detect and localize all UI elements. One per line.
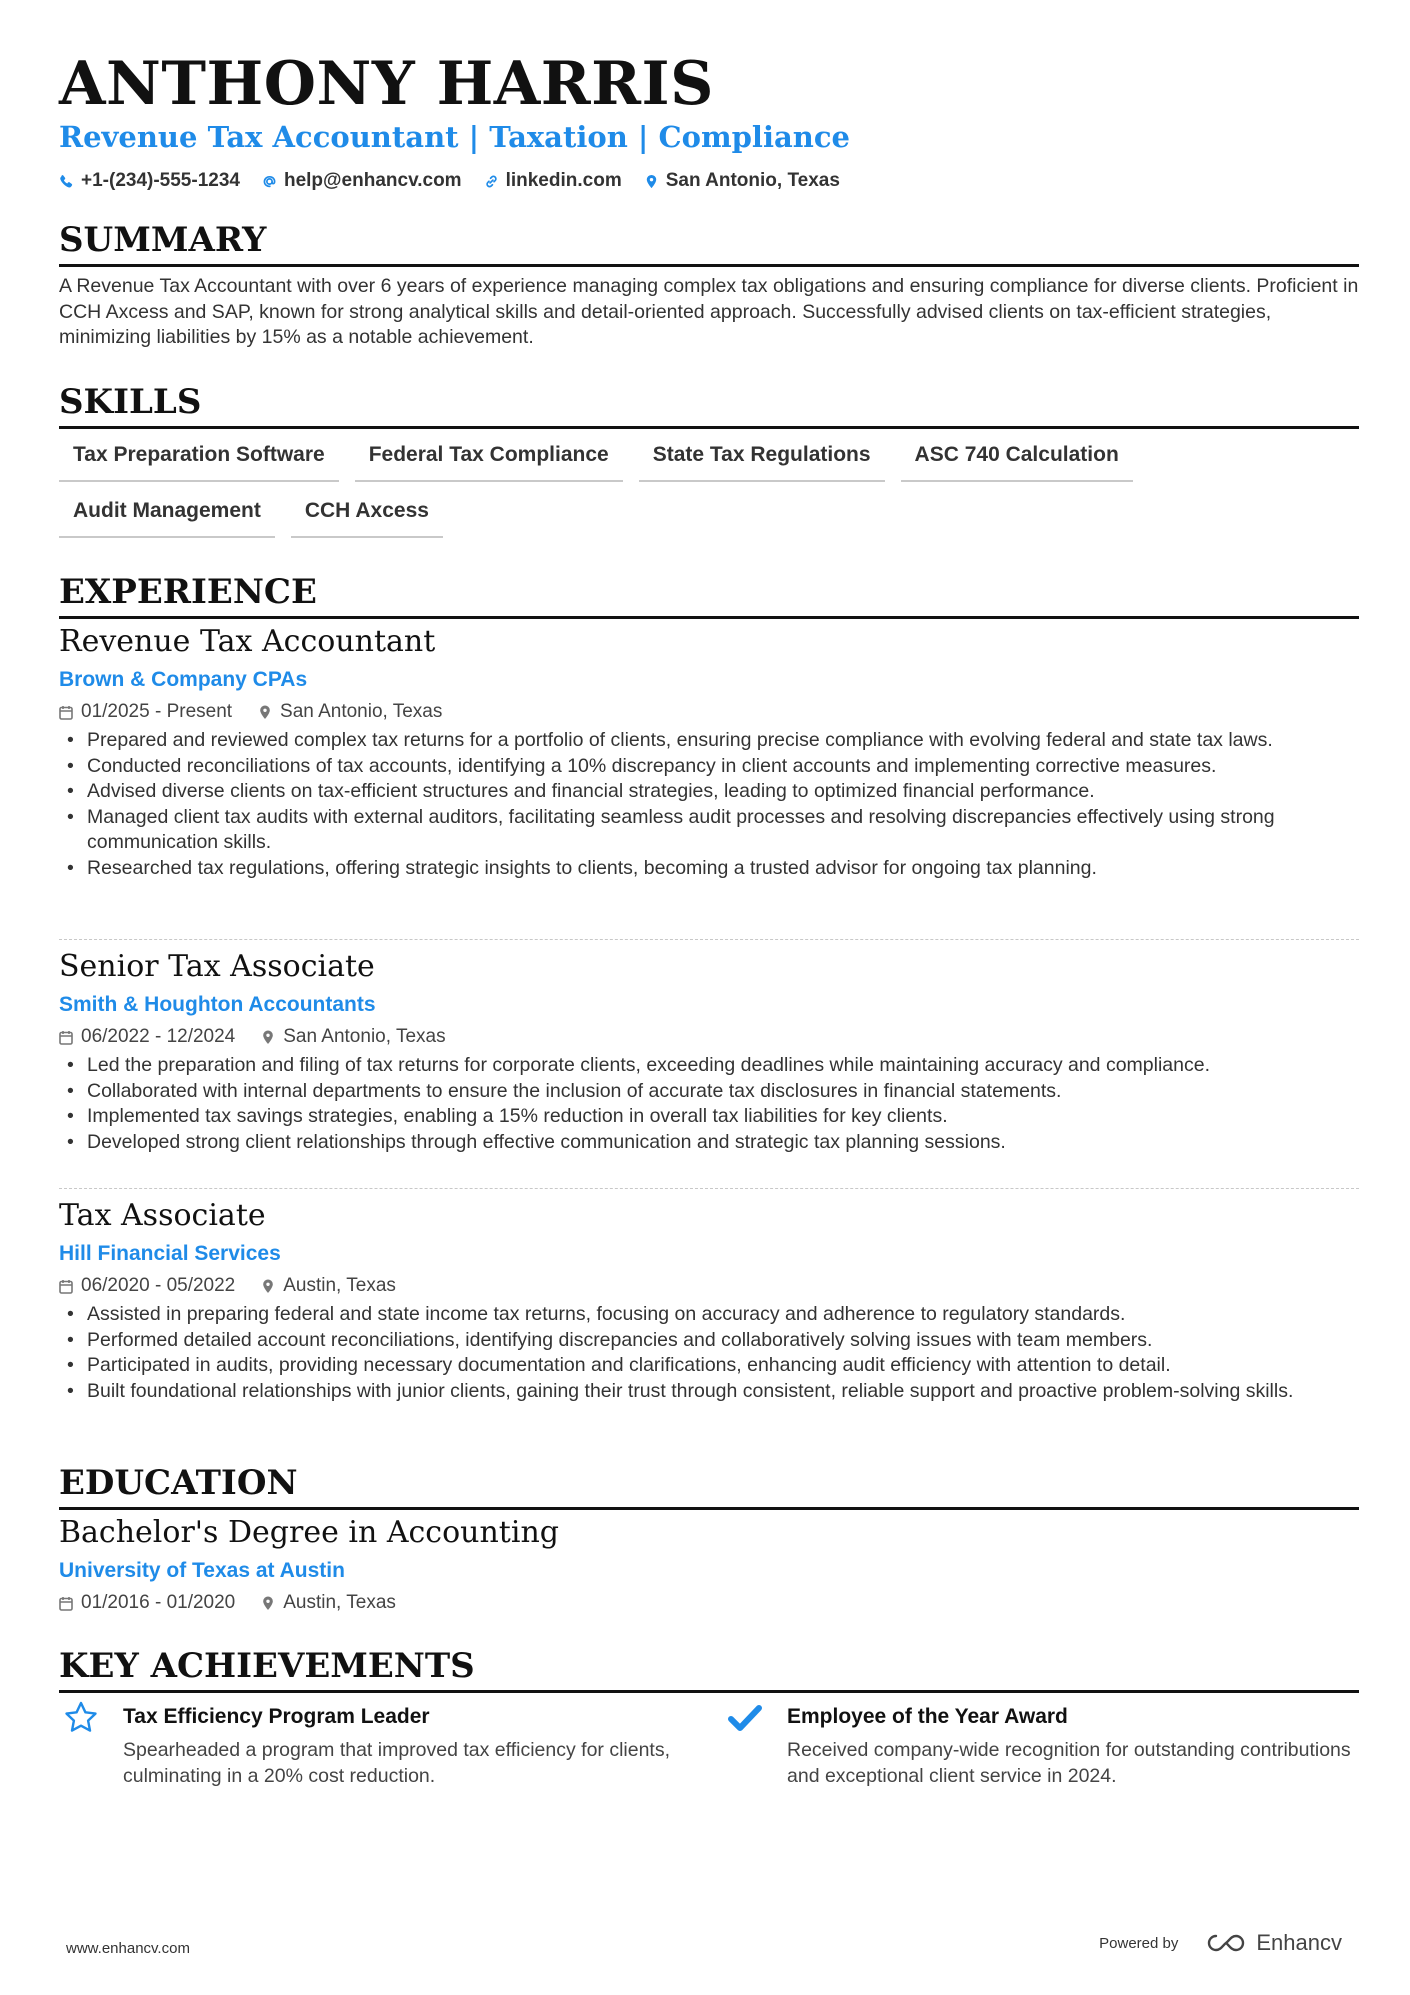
education-location: Austin, Texas — [283, 1592, 396, 1613]
education-meta — [59, 1590, 396, 1616]
list-item: • Performed detailed account reconciliations, identifying discrepancies and collaboratively solving issues with team members. — [59, 1328, 1359, 1354]
location-icon — [261, 1596, 275, 1611]
brand-name: Enhancv — [1256, 1930, 1342, 1955]
company-name[interactable]: Brown & Company CPAs — [59, 668, 308, 691]
footer-website[interactable]: www.enhancv.com — [66, 1940, 190, 1957]
education-dates: 01/2016 - 01/2020 — [81, 1592, 236, 1613]
skill-tag: ASC 740 Calculation — [901, 440, 1133, 482]
job-meta — [59, 1024, 446, 1050]
contact-phone-text: +1-(234)-555-1234 — [81, 170, 240, 191]
degree-title: Bachelor's Degree in Accounting — [59, 1515, 559, 1550]
brand-logo[interactable] — [1204, 1930, 1342, 1956]
contact-location-text: San Antonio, Texas — [665, 170, 840, 191]
skill-tag: Federal Tax Compliance — [355, 440, 623, 482]
job-bullets — [59, 1053, 1359, 1155]
skills-list — [59, 440, 1359, 538]
candidate-title: Revenue Tax Accountant | Taxation | Compliance — [59, 120, 850, 154]
job-bullets — [59, 1302, 1359, 1404]
skill-tag: Tax Preparation Software — [59, 440, 339, 482]
job-meta — [59, 699, 442, 725]
phone-icon — [59, 174, 74, 189]
powered-by-label: Powered by — [1099, 1934, 1179, 1952]
contact-email[interactable] — [262, 168, 462, 194]
education-heading: EDUCATION — [59, 1461, 1359, 1510]
company-name[interactable]: Hill Financial Services — [59, 1242, 281, 1265]
job-title: Tax Associate — [59, 1198, 266, 1233]
location-icon — [261, 1279, 275, 1294]
list-item: • Developed strong client relationships through effective communication and strategic tax planning sessions. — [59, 1130, 1359, 1156]
footer-powered — [1099, 1930, 1342, 1956]
skills-heading: SKILLS — [59, 380, 1359, 429]
list-item: • Assisted in preparing federal and state income tax returns, focusing on accuracy and adherence to regulatory standards. — [59, 1302, 1359, 1328]
job-title: Senior Tax Associate — [59, 949, 375, 984]
contact-email-text: help@enhancv.com — [283, 170, 462, 191]
job-dates: 06/2022 - 12/2024 — [81, 1026, 236, 1047]
contact-linkedin[interactable] — [484, 168, 622, 194]
checkmark-icon — [727, 1700, 763, 1736]
summary-text: A Revenue Tax Accountant with over 6 years of experience managing complex tax obligations and ensuring compliance for diverse clients. Proficient in CCH Axcess and SAP, known for strong analytical skills and detail-oriented approach. Successfully advised clients on tax-efficient strategies, minimizing liabilities by 15% as a notable achievement. — [59, 275, 1359, 348]
calendar-icon — [59, 1279, 73, 1294]
job-divider — [59, 939, 1359, 940]
list-item: • Built foundational relationships with junior clients, gaining their trust through consistent, reliable support and proactive problem-solving skills. — [59, 1379, 1359, 1405]
skill-tag: State Tax Regulations — [639, 440, 885, 482]
contact-linkedin-text: linkedin.com — [505, 170, 622, 191]
location-icon — [261, 1030, 275, 1045]
achievements-heading: KEY ACHIEVEMENTS — [59, 1644, 1359, 1693]
job-location: San Antonio, Texas — [280, 701, 443, 722]
job-dates: 01/2025 - Present — [81, 701, 233, 722]
list-item: • Collaborated with internal departments to ensure the inclusion of accurate tax disclosures in financial statements. — [59, 1079, 1359, 1105]
list-item: • Managed client tax audits with external auditors, facilitating seamless audit processes and resolving discrepancies effectively using strong communication skills. — [59, 805, 1359, 856]
location-icon — [644, 174, 659, 189]
job-dates: 06/2020 - 05/2022 — [81, 1275, 236, 1296]
list-item: • Researched tax regulations, offering strategic insights to clients, becoming a trusted advisor for ongoing tax planning. — [59, 856, 1359, 882]
company-name[interactable]: Smith & Houghton Accountants — [59, 993, 376, 1016]
at-icon — [262, 174, 277, 189]
list-item: • Advised diverse clients on tax-efficient structures and financial strategies, leading to optimized financial performance. — [59, 779, 1359, 805]
list-item: • Prepared and reviewed complex tax returns for a portfolio of clients, ensuring precise compliance with evolving federal and state tax laws. — [59, 728, 1359, 754]
achievement-title: Employee of the Year Award — [787, 1705, 1068, 1728]
achievement-desc: Spearheaded a program that improved tax efficiency for clients, culminating in a 20% cost reduction. — [123, 1739, 671, 1787]
skill-tag: Audit Management — [59, 496, 275, 538]
job-divider — [59, 1188, 1359, 1189]
list-item: • Participated in audits, providing necessary documentation and clarifications, enhancing audit efficiency with attention to detail. — [59, 1353, 1359, 1379]
job-bullets — [59, 728, 1359, 881]
experience-heading: EXPERIENCE — [59, 570, 1359, 619]
enhancv-logo-icon — [1204, 1932, 1248, 1954]
list-item: • Implemented tax savings strategies, enabling a 15% reduction in overall tax liabilities for key clients. — [59, 1104, 1359, 1130]
candidate-name: ANTHONY HARRIS — [59, 49, 714, 119]
skill-tag: CCH Axcess — [291, 496, 443, 538]
contact-bar — [59, 168, 840, 194]
calendar-icon — [59, 705, 73, 720]
job-title: Revenue Tax Accountant — [59, 624, 436, 659]
link-icon — [484, 174, 499, 189]
contact-phone[interactable] — [59, 168, 240, 194]
list-item: • Conducted reconciliations of tax accounts, identifying a 10% discrepancy in client accounts and implementing corrective measures. — [59, 754, 1359, 780]
job-location: San Antonio, Texas — [283, 1026, 446, 1047]
location-icon — [258, 705, 272, 720]
list-item: • Led the preparation and filing of tax returns for corporate clients, exceeding deadlines while maintaining accuracy and compliance. — [59, 1053, 1359, 1079]
achievement-title: Tax Efficiency Program Leader — [123, 1705, 430, 1728]
calendar-icon — [59, 1030, 73, 1045]
job-meta — [59, 1273, 396, 1299]
star-icon — [63, 1700, 99, 1736]
achievement-desc: Received company-wide recognition for outstanding contributions and exceptional client service in 2024. — [787, 1739, 1351, 1787]
calendar-icon — [59, 1596, 73, 1611]
job-location: Austin, Texas — [283, 1275, 396, 1296]
contact-location — [644, 168, 840, 194]
school-name[interactable]: University of Texas at Austin — [59, 1559, 345, 1582]
summary-heading: SUMMARY — [59, 218, 1359, 267]
